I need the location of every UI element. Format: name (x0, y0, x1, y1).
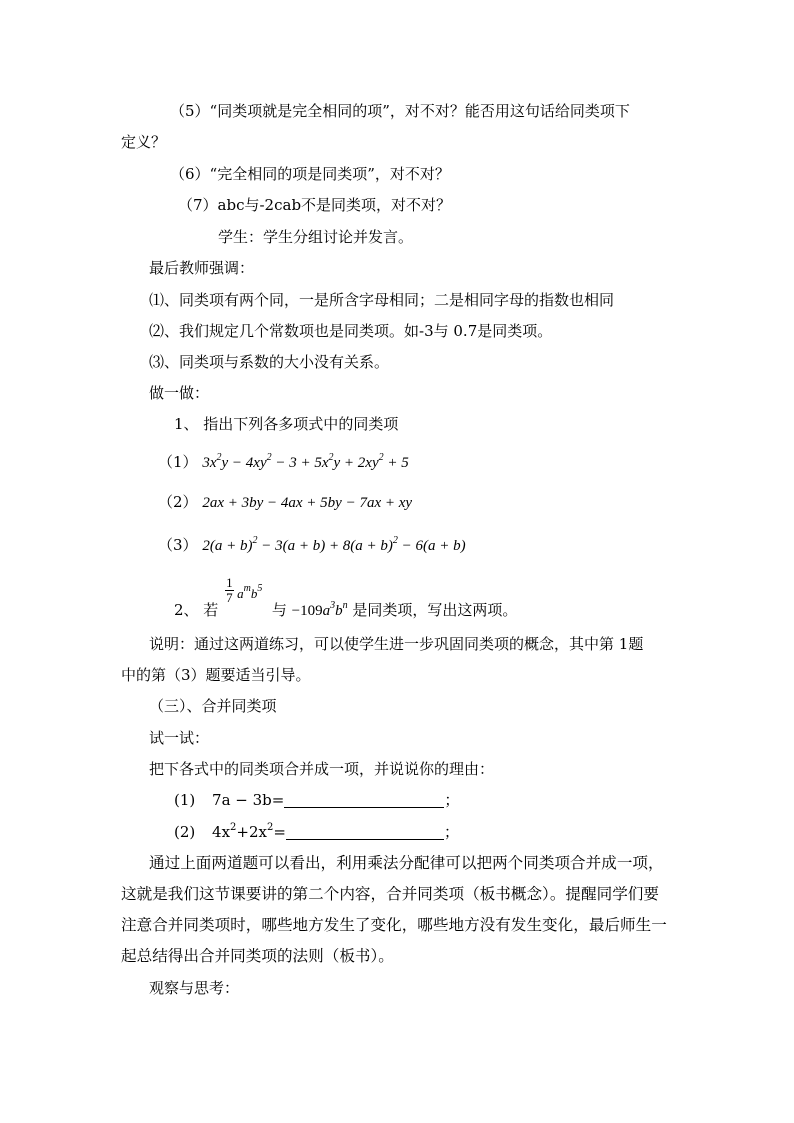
term-neg-109-a3-bn: $-109a^3b^n$ (291, 600, 348, 619)
exercise-2-term-1 (223, 575, 267, 622)
term-a-m-b-5: $a^mb^5$ (237, 583, 263, 601)
note-line-1: 说明：通过这两道练习，可以使学生进一步巩固同类项的概念，其中第 1题 (149, 635, 644, 653)
point-2: ⑵、我们规定几个常数项也是同类项。如-3与 0.7是同类项。 (149, 322, 553, 340)
item-label: （3） (158, 536, 198, 554)
question-7: （7）abc与-2cab不是同类项，对不对？ (178, 196, 452, 214)
exercise-1-item-2 (158, 492, 412, 513)
item-label: (2) (174, 823, 196, 841)
polynomial-expression: 2ax + 3by − 4ax + 5by − 7ax + xy (202, 495, 413, 511)
section-3-heading: （三）、合并同类项 (149, 697, 277, 715)
question-5-line-2: 定义？ (121, 133, 167, 151)
observe-heading: 观察与思考： (149, 979, 240, 997)
polynomial-expression: $2(a + b)^2 - 3(a + b) + 8(a + b)^2 - 6(a + b)$ (202, 535, 466, 554)
answer-blank[interactable] (284, 793, 444, 808)
question-5-line-1: （5）“同类项就是完全相同的项”，对不对？能否用这句话给同类项下 (170, 102, 630, 120)
combine-expression: $4x^2+2x^2=$ (212, 822, 286, 841)
student-activity: 学生：学生分组讨论并发言。 (218, 228, 414, 246)
do-it-heading: 做一做： (149, 384, 210, 402)
item-label: （2） (158, 493, 198, 511)
item-label: （1） (158, 453, 198, 471)
combine-expression: 7a − 3b= (212, 791, 285, 809)
point-1: ⑴、同类项有两个同，一是所含字母相同；二是相同字母的指数也相同 (149, 291, 615, 309)
question-6: （6）“完全相同的项是同类项”，对不对？ (170, 165, 450, 183)
exercise-2-suffix: 是同类项，写出这两项。 (352, 601, 518, 619)
item-label: (1) (174, 791, 196, 809)
try-it-heading: 试一试： (149, 729, 210, 747)
fraction-one-seventh: $\frac{1}{7}$ (226, 575, 233, 605)
paragraph-line-4: 起总结得出合并同类项的法则（板书）。 (121, 947, 394, 965)
paragraph-line-2: 这就是我们这节课要讲的第二个内容，合并同类项（板书概念）。提醒同学们要 (121, 885, 659, 903)
exercise-2 (174, 575, 518, 623)
combine-prompt: 把下各式中的同类项合并成一项，并说说你的理由： (149, 760, 495, 778)
answer-blank[interactable] (286, 825, 444, 840)
exercise-2-prefix: 2、 若 (174, 601, 219, 619)
combine-item-1: (1) 7a − 3b= ； (174, 791, 460, 809)
point-3: ⑶、同类项与系数的大小没有关系。 (149, 353, 390, 371)
note-line-2: 中的第（3）题要适当引导。 (121, 666, 311, 684)
exercise-1-title: 1、 指出下列各多项式中的同类项 (174, 415, 399, 433)
combine-item-2: (2) $4x^2+2x^2=$ ； (174, 822, 459, 841)
teacher-emphasis: 最后教师强调： (149, 259, 255, 277)
paragraph-line-3: 注意合并同类项时，哪些地方发生了变化，哪些地方没有发生变化，最后师生一 (121, 916, 667, 934)
polynomial-expression: $3x^2y - 4xy^2 - 3 + 5x^2y + 2xy^2 + 5$ (202, 452, 409, 471)
exercise-2-and: 与 (271, 601, 287, 619)
paragraph-line-1: 通过上面两道题可以看出，利用乘法分配律可以把两个同类项合并成一项， (149, 854, 664, 872)
exercise-1-item-3 (158, 535, 466, 556)
exercise-1-item-1 (158, 452, 409, 473)
